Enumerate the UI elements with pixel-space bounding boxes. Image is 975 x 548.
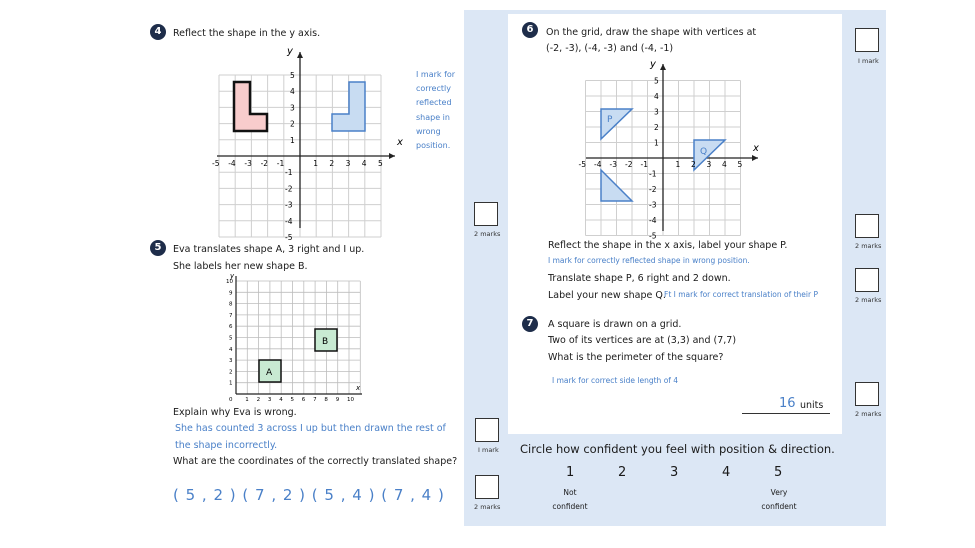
- y-axis-arrow: [297, 52, 303, 58]
- y-axis-arrow: [660, 64, 666, 70]
- y-tick-label: 1: [290, 135, 295, 145]
- y-tick-label: -5: [649, 231, 657, 241]
- x-axis-arrow: [752, 155, 758, 161]
- y-tick-label: 2: [290, 119, 295, 129]
- question-5-number: 5: [150, 240, 166, 256]
- x-tick-label: -2: [260, 159, 269, 168]
- question-6-line-2: (-2, -3), (-4, -3) and (-4, -1): [546, 43, 674, 54]
- question-7-marks-label: 2 marks: [855, 410, 882, 418]
- y-axis-label: y: [650, 59, 656, 70]
- high-line-1: Very: [770, 488, 788, 497]
- x-axis-label: x: [397, 137, 403, 148]
- question-7-number: 7: [522, 316, 538, 332]
- x-tick-label: 1: [245, 397, 249, 403]
- question-5-answer-line-2: the shape incorrectly.: [175, 440, 278, 451]
- x-tick-label: -4: [228, 159, 236, 168]
- question-7-answer: 16: [779, 396, 796, 411]
- question-4-number: 4: [150, 24, 166, 40]
- question-6-translate: Translate shape P, 6 right and 2 down.: [548, 273, 731, 284]
- y-tick-label: 6: [229, 324, 233, 331]
- y-tick-label: 8: [229, 301, 233, 308]
- question-6-marks-box-b[interactable]: [855, 268, 879, 292]
- confidence-option-4[interactable]: 4: [722, 465, 731, 480]
- x-tick-label: -5: [578, 160, 586, 169]
- confidence-title: Circle how confident you feel with position & direction.: [520, 442, 835, 456]
- question-4-note: [416, 68, 476, 153]
- high-line-2: confident: [761, 502, 797, 511]
- y-tick-label: 4: [229, 346, 233, 353]
- y-tick-label: 5: [229, 335, 233, 342]
- confidence-option-5[interactable]: 5: [774, 465, 783, 480]
- shape-a-label: A: [266, 368, 273, 378]
- x-tick-label: 8: [324, 397, 328, 403]
- y-tick-label: 10: [226, 279, 233, 285]
- question-6-marks-box-a[interactable]: [855, 214, 879, 238]
- y-tick-label: -2: [285, 184, 293, 194]
- low-line-2: confident: [552, 502, 588, 511]
- x-tick-label: 1: [313, 159, 318, 168]
- x-tick-label: -3: [609, 160, 617, 169]
- y-tick-label: -2: [649, 185, 657, 194]
- confidence-option-3[interactable]: 3: [670, 465, 679, 480]
- question-6-marks-label-b: 2 marks: [855, 296, 882, 304]
- question-6-reflect-mark: I mark for correctly reflected shape in wrong position.: [548, 256, 750, 265]
- x-tick-label: 1: [675, 160, 681, 169]
- x-tick-label: -2: [625, 160, 633, 169]
- question-4-marks-box[interactable]: [474, 202, 498, 226]
- question-5-explain: Explain why Eva is wrong.: [173, 407, 297, 418]
- x-tick-label: 5: [737, 160, 743, 169]
- y-tick-label: -3: [285, 200, 293, 210]
- y-tick-label: -5: [285, 233, 293, 242]
- x-axis-label: x: [753, 143, 759, 154]
- question-5-line-2: She labels her new shape B.: [173, 261, 308, 272]
- confidence-low-label: [545, 486, 595, 514]
- question-7-line-1: A square is drawn on a grid.: [548, 319, 682, 330]
- x-tick-label: -4: [594, 160, 602, 169]
- question-7-line-2: Two of its vertices are at (3,3) and (7,7): [548, 335, 737, 346]
- y-tick-label: -1: [649, 169, 657, 179]
- x-tick-label: 5: [290, 397, 294, 403]
- note-line: position.: [416, 141, 451, 151]
- y-tick-label: 9: [229, 290, 233, 297]
- question-5-answer-line-1: She has counted 3 across I up but then drawn the rest of: [175, 423, 446, 434]
- question-6-marks-label-top: I mark: [858, 57, 879, 65]
- y-tick-label: 7: [229, 312, 233, 319]
- note-line: wrong: [416, 126, 441, 136]
- x-tick-label: 4: [279, 397, 283, 403]
- question-5-line-1: Eva translates shape A, 3 right and I up.: [173, 244, 365, 255]
- question-6-label-q-mark: Ft I mark for correct translation of their P: [664, 290, 818, 299]
- y-tick-label: 2: [229, 369, 233, 376]
- x-tick-label: 3: [345, 159, 351, 168]
- x-tick-label: 7: [313, 397, 317, 403]
- question-6-reflect: Reflect the shape in the x axis, label your shape P.: [548, 240, 788, 251]
- y-tick-label: 3: [229, 358, 233, 365]
- question-6-marks-box-top[interactable]: [855, 28, 879, 52]
- question-5-marks-box-2[interactable]: [475, 475, 499, 499]
- question-5-question: What are the coordinates of the correctly translated shape?: [173, 456, 458, 467]
- y-axis-label: y: [287, 46, 293, 57]
- question-7-note: I mark for correct side length of 4: [552, 376, 679, 385]
- y-axis-label: y: [230, 272, 235, 280]
- y-tick-label: 5: [290, 71, 295, 80]
- x-tick-label: 2: [691, 160, 696, 169]
- confidence-option-1[interactable]: 1: [566, 465, 575, 480]
- question-4-grid: [205, 42, 405, 242]
- y-tick-label: 1: [654, 138, 659, 148]
- shape-b-label: B: [322, 337, 329, 347]
- x-tick-label: 5: [378, 159, 383, 168]
- confidence-high-label: [754, 486, 804, 514]
- note-line: I mark for: [416, 70, 456, 79]
- question-6-line-1: On the grid, draw the shape with vertices at: [546, 27, 757, 38]
- y-tick-label: 3: [654, 107, 659, 117]
- y-tick-label: 5: [654, 76, 659, 86]
- question-4-marks-label: 2 marks: [474, 230, 501, 238]
- x-tick-label: 2: [256, 397, 261, 403]
- question-6-number: 6: [522, 22, 538, 38]
- x-tick-label: 9: [335, 397, 340, 403]
- y-tick-label: 1: [229, 380, 233, 387]
- confidence-option-2[interactable]: 2: [618, 465, 627, 480]
- x-tick-label: 3: [267, 397, 272, 403]
- question-5-grid: [222, 270, 372, 408]
- y-tick-label: 2: [654, 123, 659, 132]
- question-5-marks-label-2: 2 marks: [474, 503, 501, 511]
- question-5-marks-box-1[interactable]: [475, 418, 499, 442]
- shape-p-label: P: [607, 115, 613, 125]
- answer-line: [742, 413, 830, 414]
- x-axis-arrow: [389, 153, 395, 159]
- question-5-marks-label-1: I mark: [478, 446, 499, 454]
- question-7-marks-box[interactable]: [855, 382, 879, 406]
- reflected-l-shape: [332, 82, 365, 131]
- y-tick-label: -4: [649, 216, 657, 225]
- note-line: reflected: [416, 98, 452, 108]
- y-tick-label: -4: [285, 216, 293, 226]
- x-tick-label: -5: [212, 159, 220, 168]
- y-tick-label: 4: [654, 92, 659, 101]
- y-tick-label: 4: [290, 87, 295, 97]
- x-tick-label: 2: [329, 159, 335, 168]
- y-tick-label: 3: [290, 103, 295, 113]
- question-7-units: units: [800, 400, 824, 411]
- question-6-marks-label-a: 2 marks: [855, 242, 882, 250]
- y-tick-label: -1: [285, 168, 293, 178]
- question-6-label-q: Label your new shape Q.: [548, 290, 666, 301]
- x-tick-label: -3: [244, 159, 252, 168]
- note-line: correctly: [416, 84, 451, 94]
- question-4-prompt: Reflect the shape in the y axis.: [173, 28, 321, 39]
- original-l-shape: [234, 82, 267, 131]
- x-tick-label: 4: [722, 160, 727, 169]
- x-tick-label: 10: [347, 397, 354, 403]
- x-axis-label: x: [356, 384, 361, 392]
- question-5-coordinates: ( 5 , 2 ) ( 7 , 2 ) ( 5 , 4 ) ( 7 , 4 ): [173, 486, 445, 504]
- y-tick-label: -3: [649, 200, 657, 210]
- shape-q-label: Q: [700, 147, 708, 157]
- x-tick-label: 4: [361, 159, 367, 168]
- low-line-1: Not: [563, 488, 577, 497]
- question-7-line-3: What is the perimeter of the square?: [548, 352, 724, 363]
- x-tick-label: 3: [706, 160, 712, 169]
- question-6-grid: [578, 56, 765, 241]
- x-tick-label: 6: [301, 397, 306, 403]
- x-tick-label: -1: [640, 160, 648, 169]
- x-tick-label: -1: [276, 159, 285, 168]
- origin-label: 0: [229, 397, 233, 403]
- note-line: shape in: [416, 112, 450, 122]
